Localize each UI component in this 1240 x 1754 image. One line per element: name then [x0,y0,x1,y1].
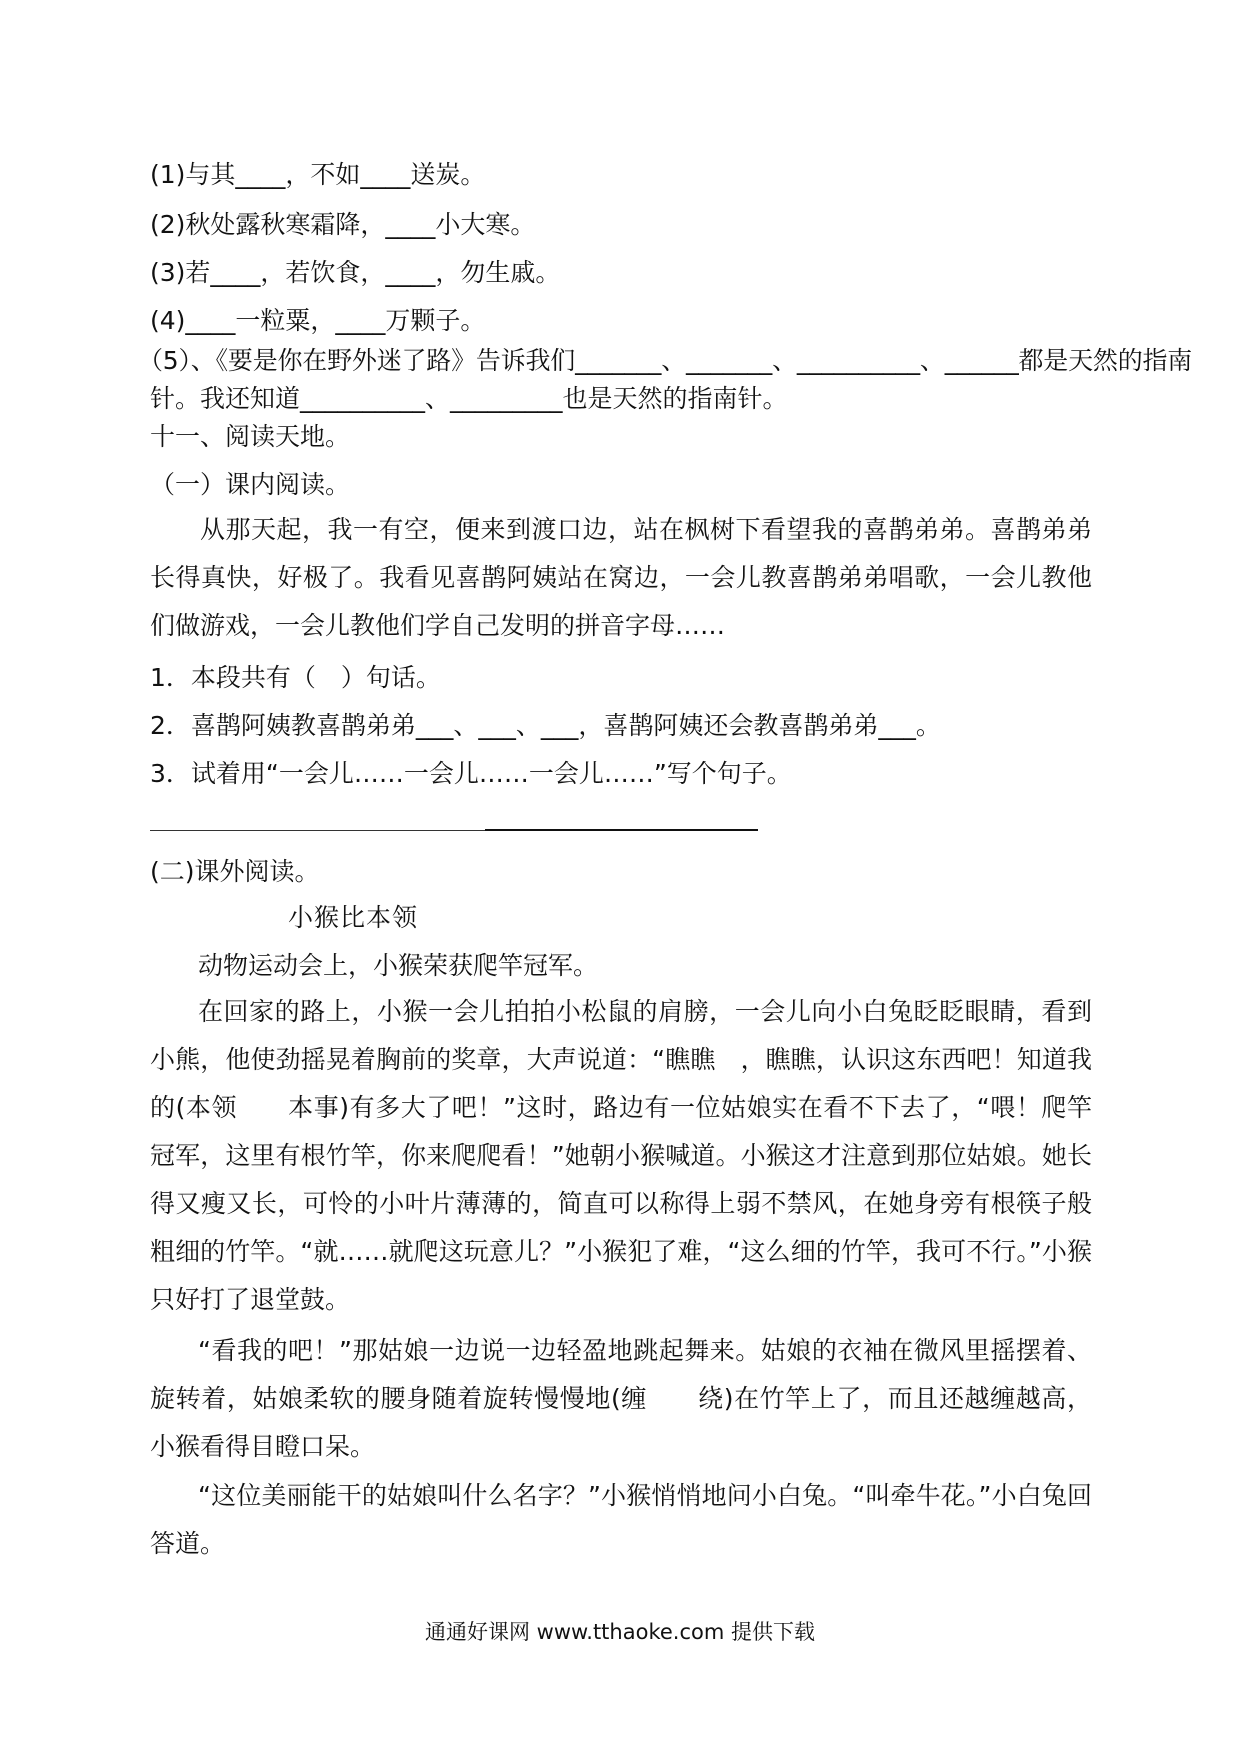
story-paragraph-2: 在回家的路上，小猴一会儿拍拍小松鼠的肩膀，一会儿向小白兔眨眨眼睛，看到小熊，他使劲摇晃着胸前的奖章，大声说道：“瞧瞧 ，瞧瞧，认识这东西吧！知道我的(本领 本事)有多大了吧！”这时，路边有一位姑娘实在看不下去了，“喂！爬竿冠军，这里有根竹竿，你来爬爬看！”她朝小猴喊道。小猴这才注意到那位姑娘。她长得又瘦又长，可怜的小叶片薄薄的，简直可以称得上弱不禁风，在她身旁有根筷子般粗细的竹竿。“就……就爬这玩意儿？”小猴犯了难，“这么细的竹竿，我可不行。”小猴只好打了退堂鼓。 [150,997,1092,1314]
answer-line-thin [150,830,485,831]
story-paragraph-4: “这位美丽能干的姑娘叫什么名字？”小猴悄悄地问小白兔。“叫牵牛花。”小白兔回答道。 [150,1481,1092,1558]
fill-in-q4: (4)____一粒粟，____万颗子。 [150,306,486,335]
story-title: 小猴比本领 [288,903,419,932]
fill-in-q2: (2)秋处露秋寒霜降，____小大寒。 [150,210,536,239]
in-class-question-1: 1．本段共有（ ）句话。 [150,663,441,692]
fill-in-q5-line1: （5）、《要是你在野外迷了路》告诉我们_______、_______、__________、______都是天然的指南 [138,346,1193,375]
story-paragraph-1: 动物运动会上，小猴荣获爬竿冠军。 [198,951,599,980]
in-class-question-3: 3．试着用“一会儿……一会儿……一会儿……”写个句子。 [150,759,792,788]
fill-in-q5-line2: 针。我还知道__________、_________也是天然的指南针。 [150,384,788,413]
answer-line-thick [485,829,758,831]
extra-reading-heading: (二)课外阅读。 [150,857,320,886]
fill-in-q1: (1)与其____，不如____送炭。 [150,160,486,189]
in-class-question-2: 2．喜鹊阿姨教喜鹊弟弟___、___、___，喜鹊阿姨还会教喜鹊弟弟___。 [150,711,941,740]
section-eleven-heading: 十一、阅读天地。 [150,422,351,451]
in-class-heading: （一）课内阅读。 [150,470,351,499]
fill-in-q3: (3)若____，若饮食，____，勿生戚。 [150,258,561,287]
footer-source: 通通好课网 www.tthaoke.com 提供下载 [425,1620,815,1644]
in-class-passage: 从那天起，我一有空，便来到渡口边，站在枫树下看望我的喜鹊弟弟。喜鹊弟弟长得真快，好极了。我看见喜鹊阿姨站在窝边，一会儿教喜鹊弟弟唱歌，一会儿教他们做游戏，一会儿教他们学自己发明的拼音字母…… [150,515,1092,640]
story-paragraph-3: “看我的吧！”那姑娘一边说一边轻盈地跳起舞来。姑娘的衣袖在微风里摇摆着、旋转着，姑娘柔软的腰身随着旋转慢慢地(缠 绕)在竹竿上了，而且还越缠越高，小猴看得目瞪口呆。 [150,1336,1092,1461]
